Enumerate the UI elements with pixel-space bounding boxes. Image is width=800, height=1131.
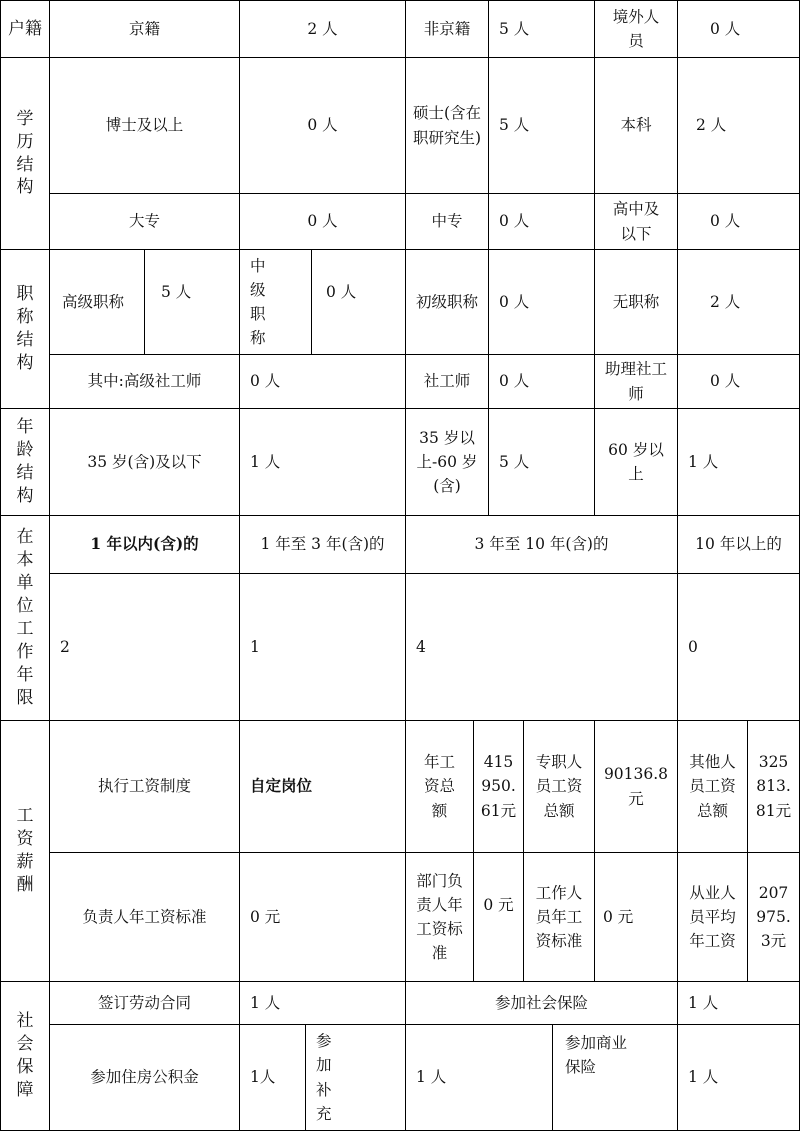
tenure-col4-value: 0 — [677, 573, 800, 721]
fulltime-total-label: 专职人员工资总额 — [523, 720, 595, 853]
phd-label: 博士及以上 — [49, 57, 240, 194]
junior-title-value: 0 人 — [488, 249, 595, 355]
tenure-col1-label: 1 年以内(含)的 — [49, 515, 240, 574]
leader-standard-value: 0 元 — [239, 852, 406, 982]
age-over60-label: 60 岁以上 — [594, 408, 678, 516]
senior-title-label: 高级职称 — [49, 249, 145, 355]
social-insurance-label: 参加社会保险 — [405, 981, 678, 1025]
overseas-label: 境外人员 — [594, 0, 678, 58]
bachelor-label: 本科 — [594, 57, 678, 194]
college-value: 0 人 — [239, 193, 406, 250]
technical-value: 0 人 — [488, 193, 595, 250]
commercial-insurance-label: 参加商业保险 — [552, 1024, 678, 1131]
age-over60-value: 1 人 — [677, 408, 800, 516]
master-value: 5 人 — [488, 57, 595, 194]
labor-contract-value: 1 人 — [239, 981, 406, 1025]
tenure-col3-label: 3 年至 10 年(含)的 — [405, 515, 678, 574]
dept-head-standard-label: 部门负责人年工资标准 — [405, 852, 474, 982]
hukou-header: 户籍 — [0, 0, 50, 58]
senior-social-worker-label: 其中:高级社工师 — [49, 354, 240, 409]
tenure-header: 在本单位工作年限 — [0, 515, 50, 721]
housing-fund-value: 1人 — [239, 1024, 306, 1131]
mid-title-value: 0 人 — [311, 249, 406, 355]
tenure-col2-label: 1 年至 3 年(含)的 — [239, 515, 406, 574]
supplement-label: 参加补充 — [305, 1024, 406, 1131]
title-header: 职称结构 — [0, 249, 50, 409]
nonbeijing-label: 非京籍 — [405, 0, 489, 58]
junior-title-label: 初级职称 — [405, 249, 489, 355]
college-label: 大专 — [49, 193, 240, 250]
age-35to60-label: 35 岁以上-60 岁(含) — [405, 408, 489, 516]
phd-value: 0 人 — [239, 57, 406, 194]
bachelor-value: 2 人 — [677, 57, 800, 194]
education-header: 学历结构 — [0, 57, 50, 250]
age-header: 年龄结构 — [0, 408, 50, 516]
social-worker-label: 社工师 — [405, 354, 489, 409]
assistant-social-worker-label: 助理社工师 — [594, 354, 678, 409]
senior-title-value: 5 人 — [144, 249, 240, 355]
salary-system-label: 执行工资制度 — [49, 720, 240, 853]
age-35to60-value: 5 人 — [488, 408, 595, 516]
tenure-col4-label: 10 年以上的 — [677, 515, 800, 574]
no-title-label: 无职称 — [594, 249, 678, 355]
nonbeijing-value: 5 人 — [488, 0, 595, 58]
mid-title-label: 中级职称 — [239, 249, 312, 355]
beijing-label: 京籍 — [49, 0, 240, 58]
supplement-value: 1 人 — [405, 1024, 553, 1131]
commercial-insurance-value: 1 人 — [677, 1024, 800, 1131]
annual-total-label: 年工资总额 — [405, 720, 474, 853]
no-title-value: 2 人 — [677, 249, 800, 355]
highschool-value: 0 人 — [677, 193, 800, 250]
average-salary-value: 207975.3元 — [747, 852, 800, 982]
leader-standard-label: 负责人年工资标准 — [49, 852, 240, 982]
annual-total-value: 415950.61元 — [473, 720, 524, 853]
other-total-value: 325813.81元 — [747, 720, 800, 853]
social-worker-value: 0 人 — [488, 354, 595, 409]
age-under35-value: 1 人 — [239, 408, 406, 516]
other-total-label: 其他人员工资总额 — [677, 720, 748, 853]
housing-fund-label: 参加住房公积金 — [49, 1024, 240, 1131]
dept-head-standard-value: 0 元 — [473, 852, 524, 982]
labor-contract-label: 签订劳动合同 — [49, 981, 240, 1025]
assistant-social-worker-value: 0 人 — [677, 354, 800, 409]
beijing-value: 2 人 — [239, 0, 406, 58]
social-insurance-value: 1 人 — [677, 981, 800, 1025]
average-salary-label: 从业人员平均年工资 — [677, 852, 748, 982]
overseas-value: 0 人 — [677, 0, 800, 58]
staff-standard-value: 0 元 — [594, 852, 678, 982]
tenure-col3-value: 4 — [405, 573, 678, 721]
master-label: 硕士(含在职研究生) — [405, 57, 489, 194]
salary-system-value: 自定岗位 — [239, 720, 406, 853]
technical-label: 中专 — [405, 193, 489, 250]
tenure-col1-value: 2 — [49, 573, 240, 721]
social-header: 社会保障 — [0, 981, 50, 1131]
highschool-label: 高中及以下 — [594, 193, 678, 250]
salary-header: 工资薪酬 — [0, 720, 50, 982]
staff-standard-label: 工作人员年工资标准 — [523, 852, 595, 982]
age-under35-label: 35 岁(含)及以下 — [49, 408, 240, 516]
tenure-col2-value: 1 — [239, 573, 406, 721]
fulltime-total-value: 90136.8元 — [594, 720, 678, 853]
senior-social-worker-value: 0 人 — [239, 354, 406, 409]
